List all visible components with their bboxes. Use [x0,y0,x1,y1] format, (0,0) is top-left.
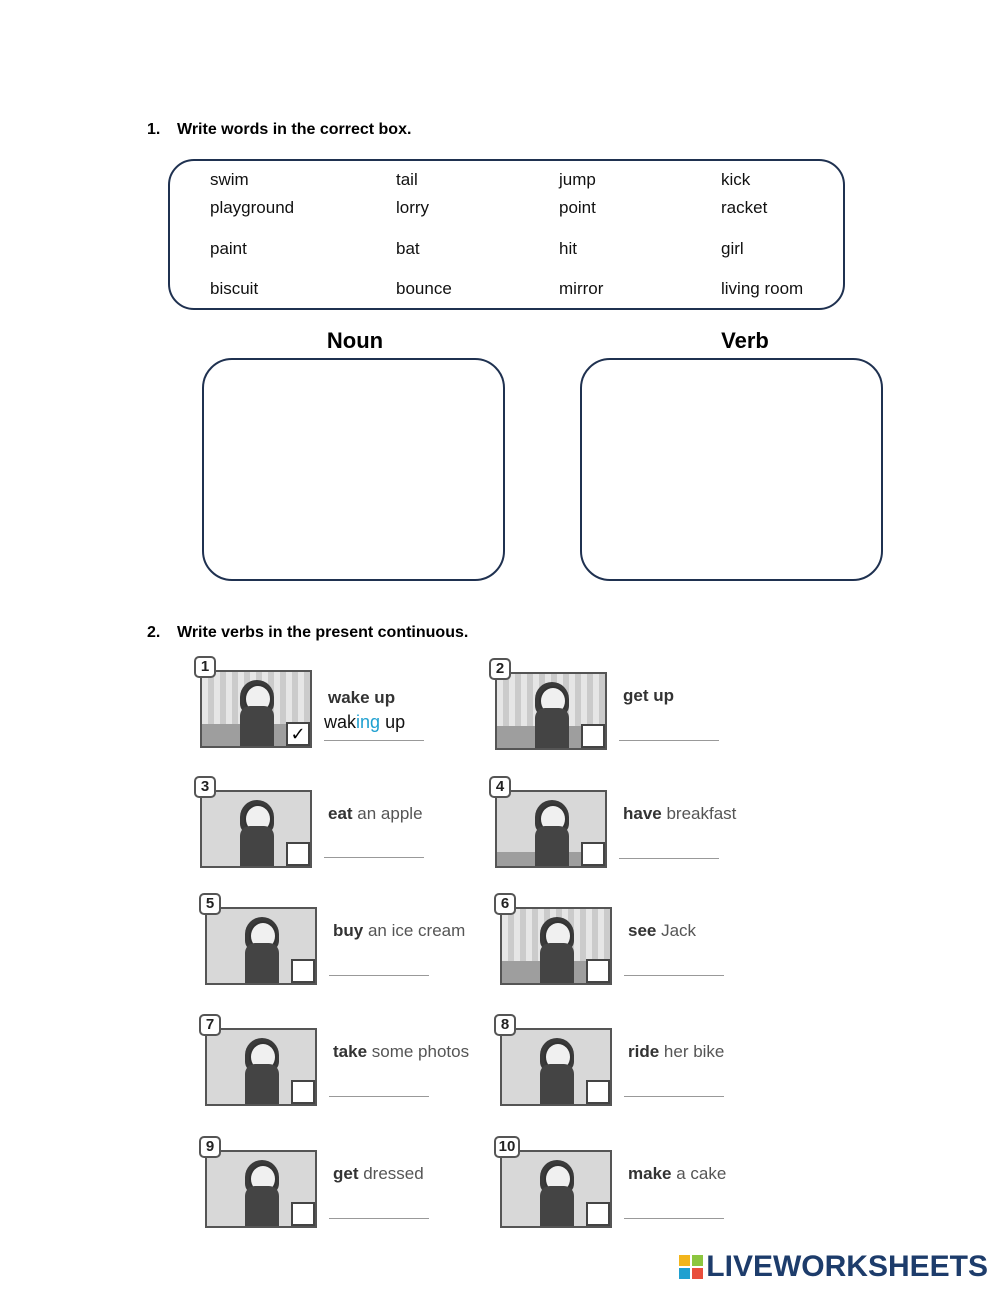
phrase-rest: a cake [671,1164,727,1183]
word-item[interactable]: living room [721,279,804,298]
phrase [328,804,423,824]
question-2-title [147,624,468,642]
item-number: 7 [199,1014,221,1036]
word-item[interactable]: jump [559,170,596,189]
phrase-verb: have [623,804,662,823]
word-item[interactable]: bounce [396,279,452,298]
check-box[interactable]: ✓ [286,722,310,746]
word-item[interactable]: lorry [396,198,430,217]
noun-drop-box[interactable] [202,358,505,581]
item-number: 1 [194,656,216,678]
answer-input[interactable] [324,857,424,858]
word-item[interactable]: racket [721,198,768,217]
illustration-making-cake [500,1150,612,1228]
phrase-verb: ride [628,1042,660,1061]
illustration-buying-ice-cream [205,907,317,985]
item-number: 3 [194,776,216,798]
phrase [623,804,736,824]
check-box[interactable] [291,1202,315,1226]
illustration-riding-bike [500,1028,612,1106]
item-number: 2 [489,658,511,680]
phrase-verb: take [333,1042,368,1061]
word-item[interactable]: paint [210,239,247,258]
phrase-rest: an ice cream [363,921,466,940]
exercise-item-2 [495,662,775,752]
answer-input[interactable] [619,740,719,741]
example-answer [324,712,405,733]
check-box[interactable] [586,1080,610,1104]
check-box[interactable] [286,842,310,866]
example-suffix: ing [356,712,381,732]
noun-heading: Noun [326,328,384,353]
exercise-item-1 [200,660,480,750]
check-box[interactable] [291,959,315,983]
phrase [623,686,674,706]
exercise-item-6 [500,897,780,987]
word-item[interactable]: bat [396,239,420,258]
item-number: 5 [199,893,221,915]
check-box[interactable] [586,1202,610,1226]
phrase [628,921,696,941]
phrase [333,1164,424,1184]
example-end: up [385,712,406,732]
answer-input[interactable] [329,975,429,976]
verb-heading: Verb [721,328,769,353]
question-number: 1. [147,121,161,138]
illustration-waking-up [200,670,312,748]
phrase-rest: an apple [352,804,423,823]
exercise-item-4 [495,780,775,870]
phrase-rest: breakfast [661,804,737,823]
check-box[interactable] [581,724,605,748]
word-item[interactable]: kick [721,170,751,189]
phrase [628,1164,726,1184]
answer-input[interactable] [624,1096,724,1097]
question-number: 2. [147,624,161,641]
exercise-item-7 [205,1018,485,1108]
phrase-verb: wake up [328,688,396,707]
phrase [333,1042,469,1062]
brand-logo-icon [679,1255,703,1279]
question-1-title [147,121,411,139]
example-stem: wak [324,712,357,732]
word-item[interactable]: mirror [559,279,604,298]
phrase-rest: Jack [656,921,697,940]
verb-drop-box[interactable] [580,358,883,581]
answer-input[interactable] [624,1218,724,1219]
item-number: 9 [199,1136,221,1158]
phrase-verb: make [628,1164,672,1183]
item-number: 4 [489,776,511,798]
phrase [328,688,395,708]
item-number: 8 [494,1014,516,1036]
word-item[interactable]: hit [559,239,577,258]
answer-input[interactable] [619,858,719,859]
exercise-item-5 [205,897,485,987]
illustration-seeing-jack [500,907,612,985]
phrase [628,1042,724,1062]
check-box[interactable] [291,1080,315,1104]
exercise-item-9 [205,1140,485,1230]
illustration-eating-apple [200,790,312,868]
exercise-item-3 [200,780,480,870]
answer-line [324,740,424,741]
answer-input[interactable] [329,1218,429,1219]
illustration-getting-up [495,672,607,750]
word-bank [168,159,845,310]
item-number: 6 [494,893,516,915]
phrase-verb: see [628,921,657,940]
phrase-verb: get up [623,686,674,705]
word-item[interactable]: girl [721,239,744,258]
phrase-rest: dressed [358,1164,424,1183]
illustration-taking-photos [205,1028,317,1106]
liveworksheets-logo [679,1250,988,1284]
phrase-rest: some photos [367,1042,470,1061]
exercise-item-10 [500,1140,780,1230]
phrase [333,921,465,941]
phrase-verb: buy [333,921,364,940]
check-box[interactable] [586,959,610,983]
answer-input[interactable] [329,1096,429,1097]
check-box[interactable] [581,842,605,866]
word-item[interactable]: point [559,198,596,217]
item-number: 10 [494,1136,520,1158]
exercise-item-8 [500,1018,780,1108]
illustration-getting-dressed [205,1150,317,1228]
word-item[interactable]: tail [396,170,418,189]
answer-input[interactable] [624,975,724,976]
phrase-rest: her bike [659,1042,725,1061]
word-item[interactable]: playground [210,198,295,217]
illustration-having-breakfast [495,790,607,868]
word-item[interactable]: biscuit [210,279,259,298]
phrase-verb: eat [328,804,353,823]
question-instruction: Write verbs in the present continuous. [177,624,469,641]
brand-name: LIVEWORKSHEETS [706,1250,988,1283]
word-item[interactable]: swim [210,170,249,189]
question-instruction: Write words in the correct box. [177,121,412,138]
phrase-verb: get [333,1164,359,1183]
